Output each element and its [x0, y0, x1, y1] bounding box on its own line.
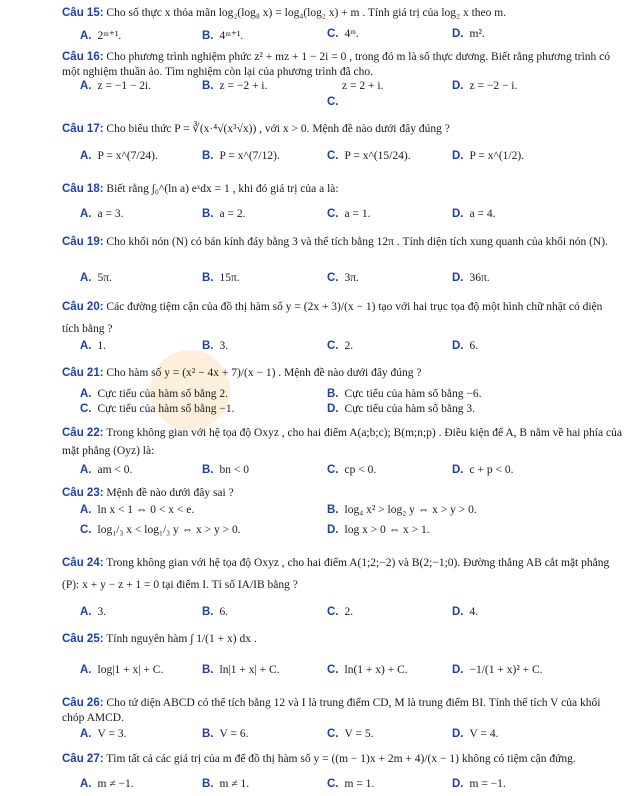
option-label: C.	[327, 664, 339, 676]
question-17	[62, 122, 622, 137]
option-text: bn < 0	[219, 464, 249, 476]
option-label: B.	[202, 208, 214, 220]
option-d[interactable]	[452, 728, 498, 740]
option-text: Cực tiểu của hàm số bằng 2.	[97, 388, 228, 400]
option-a[interactable]	[80, 464, 132, 476]
option-text: log x > 0 ⇔ x > 1.	[344, 524, 430, 536]
option-d[interactable]	[452, 28, 485, 40]
option-label: D.	[452, 208, 464, 220]
option-text: a = 3.	[97, 208, 124, 220]
option-text: 15π.	[219, 272, 240, 284]
question-15	[62, 6, 622, 21]
option-text: m = 1.	[344, 778, 375, 790]
question-22	[62, 424, 622, 460]
option-label: B.	[202, 728, 214, 740]
question-label: Câu 27:	[62, 753, 104, 765]
options-27	[62, 778, 622, 794]
question-text: Cho tứ diện ABCD có thể tích bằng 12 và I là trung điểm CD, M là trung điểm BI. Tính thể tích V của khối chóp AMCD.	[62, 697, 601, 724]
options-21-row1	[62, 388, 622, 404]
question-text: Tính nguyên hàm ∫ 1/(1 + x) dx .	[106, 633, 257, 645]
option-c[interactable]	[80, 403, 234, 415]
option-text: Cực tiểu của hàm số bằng 3.	[344, 403, 475, 415]
option-label: A.	[80, 504, 92, 516]
option-label: C.	[327, 28, 339, 40]
option-label: A.	[80, 272, 92, 284]
question-label: Câu 19:	[62, 236, 104, 248]
option-c[interactable]	[327, 150, 411, 162]
option-label: B.	[202, 664, 214, 676]
option-c[interactable]	[327, 728, 373, 740]
option-label: B.	[327, 388, 339, 400]
option-text: z = 2 + i.	[342, 80, 384, 92]
option-label: A.	[80, 728, 92, 740]
options-20	[62, 340, 622, 356]
option-b[interactable]	[327, 504, 477, 516]
option-text: 4ᵐ.	[344, 28, 359, 40]
question-21	[62, 366, 622, 381]
question-text: Biết rằng ∫₀^(ln a) eˣdx = 1 , khi đó giá trị của a là:	[106, 183, 339, 195]
option-text: V = 3.	[97, 728, 127, 740]
option-d[interactable]	[452, 606, 478, 618]
question-20	[62, 296, 622, 340]
option-label: C.	[327, 208, 339, 220]
option-text: 1.	[97, 340, 107, 352]
option-a[interactable]	[80, 28, 121, 42]
option-label: C.	[327, 272, 339, 284]
option-c[interactable]	[327, 778, 374, 790]
option-d[interactable]	[452, 208, 495, 220]
option-label: B.	[202, 464, 214, 476]
option-text: a = 1.	[344, 208, 371, 220]
option-text: 2.	[344, 340, 354, 352]
options-24	[62, 606, 622, 622]
question-26	[62, 696, 622, 726]
option-label: A.	[80, 388, 92, 400]
option-d[interactable]	[452, 778, 506, 790]
options-19	[62, 272, 622, 288]
option-text: 3.	[97, 606, 107, 618]
question-text: Tìm tất cả các giá trị của m để đồ thị hàm số y = ((m − 1)x + 2m + 4)/(x − 1) không có tiệm cận đứng.	[106, 753, 576, 765]
option-label: A.	[80, 30, 92, 42]
option-d[interactable]	[452, 150, 524, 162]
option-label: B.	[202, 150, 214, 162]
question-label: Câu 16:	[62, 51, 104, 63]
question-text: Cho hàm số y = (x² − 4x + 7)/(x − 1) . Mệnh đề nào dưới đây đúng ?	[106, 367, 422, 379]
option-label: D.	[452, 80, 464, 92]
option-label: C.	[327, 728, 339, 740]
option-text: log₄ x² > log₂ y ⇔ x > y > 0.	[344, 504, 477, 516]
option-d[interactable]	[452, 464, 513, 476]
options-18	[62, 208, 622, 224]
option-d[interactable]	[452, 80, 517, 92]
option-b[interactable]	[327, 388, 481, 400]
option-b[interactable]	[202, 606, 228, 618]
option-a[interactable]	[80, 664, 163, 676]
option-text: V = 6.	[219, 728, 249, 740]
option-b[interactable]	[202, 728, 248, 740]
option-text: z = −2 + i.	[219, 80, 268, 92]
option-a[interactable]	[80, 728, 126, 740]
option-text: 3π.	[344, 272, 359, 284]
option-label: C.	[327, 340, 339, 352]
question-text: Trong không gian với hệ tọa độ Oxyz , cho hai điểm A(a;b;c); B(m;n;p) . Điều kiện để A, B nằm về hai phía của mặt phẳng (Oyz) là:	[62, 427, 622, 457]
option-b[interactable]	[202, 272, 240, 284]
option-d[interactable]	[452, 340, 478, 352]
option-d[interactable]	[327, 403, 475, 415]
option-text: m ≠ −1.	[97, 778, 134, 790]
option-text: −1/(1 + x)² + C.	[469, 664, 543, 676]
option-d[interactable]	[452, 664, 543, 676]
option-text: m = −1.	[469, 778, 506, 790]
option-text: 5π.	[97, 272, 112, 284]
option-text: Cực tiểu của hàm số bằng −6.	[344, 388, 482, 400]
question-text: Mệnh đề nào dưới đây sai ?	[106, 487, 234, 499]
question-label: Câu 15:	[62, 7, 104, 19]
option-text: ln|1 + x| + C.	[219, 664, 280, 676]
option-text: Cực tiểu của hàm số bằng −1.	[97, 403, 235, 415]
option-label: C.	[80, 403, 92, 415]
option-text: P = x^(15/24).	[344, 150, 411, 162]
option-label: D.	[452, 778, 464, 790]
option-label: D.	[452, 340, 464, 352]
option-label: D.	[327, 403, 339, 415]
option-text: 6.	[219, 606, 229, 618]
option-text: P = x^(7/24).	[97, 150, 158, 162]
option-text: m².	[469, 28, 485, 40]
option-label: A.	[80, 664, 92, 676]
option-text: 4.	[469, 606, 479, 618]
question-18	[62, 182, 622, 197]
options-23-row2	[62, 524, 622, 540]
option-text: a = 4.	[469, 208, 496, 220]
option-text: 6.	[469, 340, 479, 352]
option-c[interactable]	[327, 606, 353, 618]
question-label: Câu 25:	[62, 633, 104, 645]
options-21-row2	[62, 403, 622, 419]
option-b[interactable]	[202, 28, 243, 42]
option-c[interactable]	[327, 28, 359, 40]
question-label: Câu 20:	[62, 301, 104, 313]
question-label: Câu 26:	[62, 697, 104, 709]
option-label: B.	[327, 504, 339, 516]
option-a[interactable]	[80, 606, 106, 618]
option-label: B.	[202, 272, 214, 284]
options-26	[62, 728, 622, 744]
question-text: Trong không gian với hệ tọa độ Oxyz , cho hai điểm A(1;2;−2) và B(2;−1;0). Đường thẳng AB cắt mặt phẳng (P): x + y − z + 1 = 0 tại điểm I. Tỉ số IA/IB bằng ?	[62, 557, 610, 591]
question-text: Các đường tiệm cận của đồ thị hàm số y = (2x + 3)/(x − 1) tạo với hai trục tọa độ một hình chữ nhật có diện tích bằng ?	[62, 301, 603, 335]
option-text: 4ᵐ⁺¹.	[219, 30, 244, 42]
option-a[interactable]	[80, 778, 134, 790]
option-label: A.	[80, 464, 92, 476]
options-16	[62, 80, 622, 96]
option-label: D.	[452, 606, 464, 618]
option-c[interactable]	[327, 664, 408, 676]
option-label: B.	[202, 30, 214, 42]
option-c[interactable]	[327, 340, 353, 352]
question-label: Câu 18:	[62, 183, 104, 195]
option-label: A.	[80, 80, 92, 92]
question-25	[62, 632, 622, 647]
option-label: C.	[327, 778, 339, 790]
option-c[interactable]	[342, 80, 383, 92]
option-text: V = 4.	[469, 728, 499, 740]
option-label: C.	[327, 464, 339, 476]
option-b[interactable]	[202, 464, 249, 476]
option-label: A.	[80, 778, 92, 790]
option-c[interactable]	[327, 272, 359, 284]
option-a[interactable]	[80, 340, 106, 352]
option-text: V = 5.	[344, 728, 374, 740]
question-19	[62, 232, 622, 252]
option-label: B.	[202, 340, 214, 352]
options-22	[62, 464, 622, 480]
option-text: ln(1 + x) + C.	[344, 664, 408, 676]
question-label: Câu 23:	[62, 487, 104, 499]
option-label: D.	[452, 150, 464, 162]
options-16-extra	[62, 96, 622, 112]
options-15	[62, 28, 622, 44]
option-text: am < 0.	[97, 464, 133, 476]
option-label: B.	[202, 80, 214, 92]
option-a[interactable]	[80, 388, 228, 400]
option-c[interactable]	[80, 524, 241, 536]
option-text: m ≠ 1.	[219, 778, 250, 790]
question-text: Cho khối nón (N) có bán kính đáy bằng 3 và thể tích bằng 12π . Tính diện tích xung quanh của khối nón (N).	[106, 236, 608, 248]
option-b[interactable]	[202, 340, 228, 352]
option-text: log|1 + x| + C.	[97, 664, 164, 676]
option-a[interactable]	[80, 504, 194, 516]
option-text: log₁/₃ x < log₁/₃ y ⇔ x > y > 0.	[97, 524, 241, 536]
option-b[interactable]	[202, 80, 267, 92]
option-label: C.	[80, 524, 92, 536]
option-label: B.	[202, 606, 214, 618]
question-27	[62, 752, 622, 767]
options-23-row1	[62, 504, 622, 520]
question-label: Câu 24:	[62, 557, 104, 569]
option-label: A.	[80, 150, 92, 162]
option-d[interactable]	[452, 272, 490, 284]
option-text: z = −2 − i.	[469, 80, 518, 92]
question-24	[62, 552, 622, 596]
option-text: 2.	[344, 606, 354, 618]
option-label: D.	[452, 28, 464, 40]
option-label: A.	[80, 606, 92, 618]
option-b[interactable]	[202, 778, 249, 790]
option-b[interactable]	[202, 208, 245, 220]
option-c-label: C.	[327, 96, 339, 108]
option-label: D.	[452, 728, 464, 740]
option-c[interactable]	[327, 208, 370, 220]
option-label: A.	[80, 340, 92, 352]
options-25	[62, 664, 622, 680]
question-23	[62, 486, 622, 501]
option-label: B.	[202, 778, 214, 790]
question-text: Cho phương trình nghiệm phức z² + mz + 1 − 2i = 0 , trong đó m là số thực dương. Biết rằng phương trình có một nghiệm thuần ảo. Tìm nghiệm còn lại của phương trình đã cho.	[62, 51, 611, 78]
question-text: Cho số thực x thỏa mãn log₂(log₈ x) = log₄(log₂ x) + m . Tính giá trị của log₂ x theo m.	[106, 7, 507, 19]
option-label: D.	[452, 664, 464, 676]
option-a[interactable]	[80, 272, 112, 284]
option-b[interactable]	[202, 150, 280, 162]
option-label: C.	[327, 606, 339, 618]
question-label: Câu 21:	[62, 367, 104, 379]
question-label: Câu 17:	[62, 123, 104, 135]
option-text: P = x^(7/12).	[219, 150, 280, 162]
option-text: ln x < 1 ⇔ 0 < x < e.	[97, 504, 195, 516]
option-label: C.	[327, 150, 339, 162]
option-text: a = 2.	[219, 208, 246, 220]
option-text: z = −1 − 2i.	[97, 80, 152, 92]
option-text: c + p < 0.	[469, 464, 514, 476]
option-label: D.	[327, 524, 339, 536]
option-text: P = x^(1/2).	[469, 150, 525, 162]
option-label: D.	[452, 272, 464, 284]
option-text: cp < 0.	[344, 464, 377, 476]
option-text: 3.	[219, 340, 229, 352]
option-text: 36π.	[469, 272, 490, 284]
question-text: Cho biểu thức P = ∛(x·⁴√(x³√x)) , với x > 0. Mệnh đề nào dưới đây đúng ?	[106, 123, 450, 135]
question-label: Câu 22:	[62, 427, 104, 439]
option-b[interactable]	[202, 664, 280, 676]
option-a[interactable]	[80, 150, 158, 162]
option-label: A.	[80, 208, 92, 220]
option-c[interactable]	[327, 464, 376, 476]
options-17	[62, 150, 622, 166]
option-a[interactable]	[80, 80, 151, 92]
option-text: 2ᵐ⁺¹.	[97, 30, 122, 42]
option-a[interactable]	[80, 208, 123, 220]
option-label: D.	[452, 464, 464, 476]
option-d[interactable]	[327, 524, 430, 536]
question-16	[62, 50, 622, 80]
